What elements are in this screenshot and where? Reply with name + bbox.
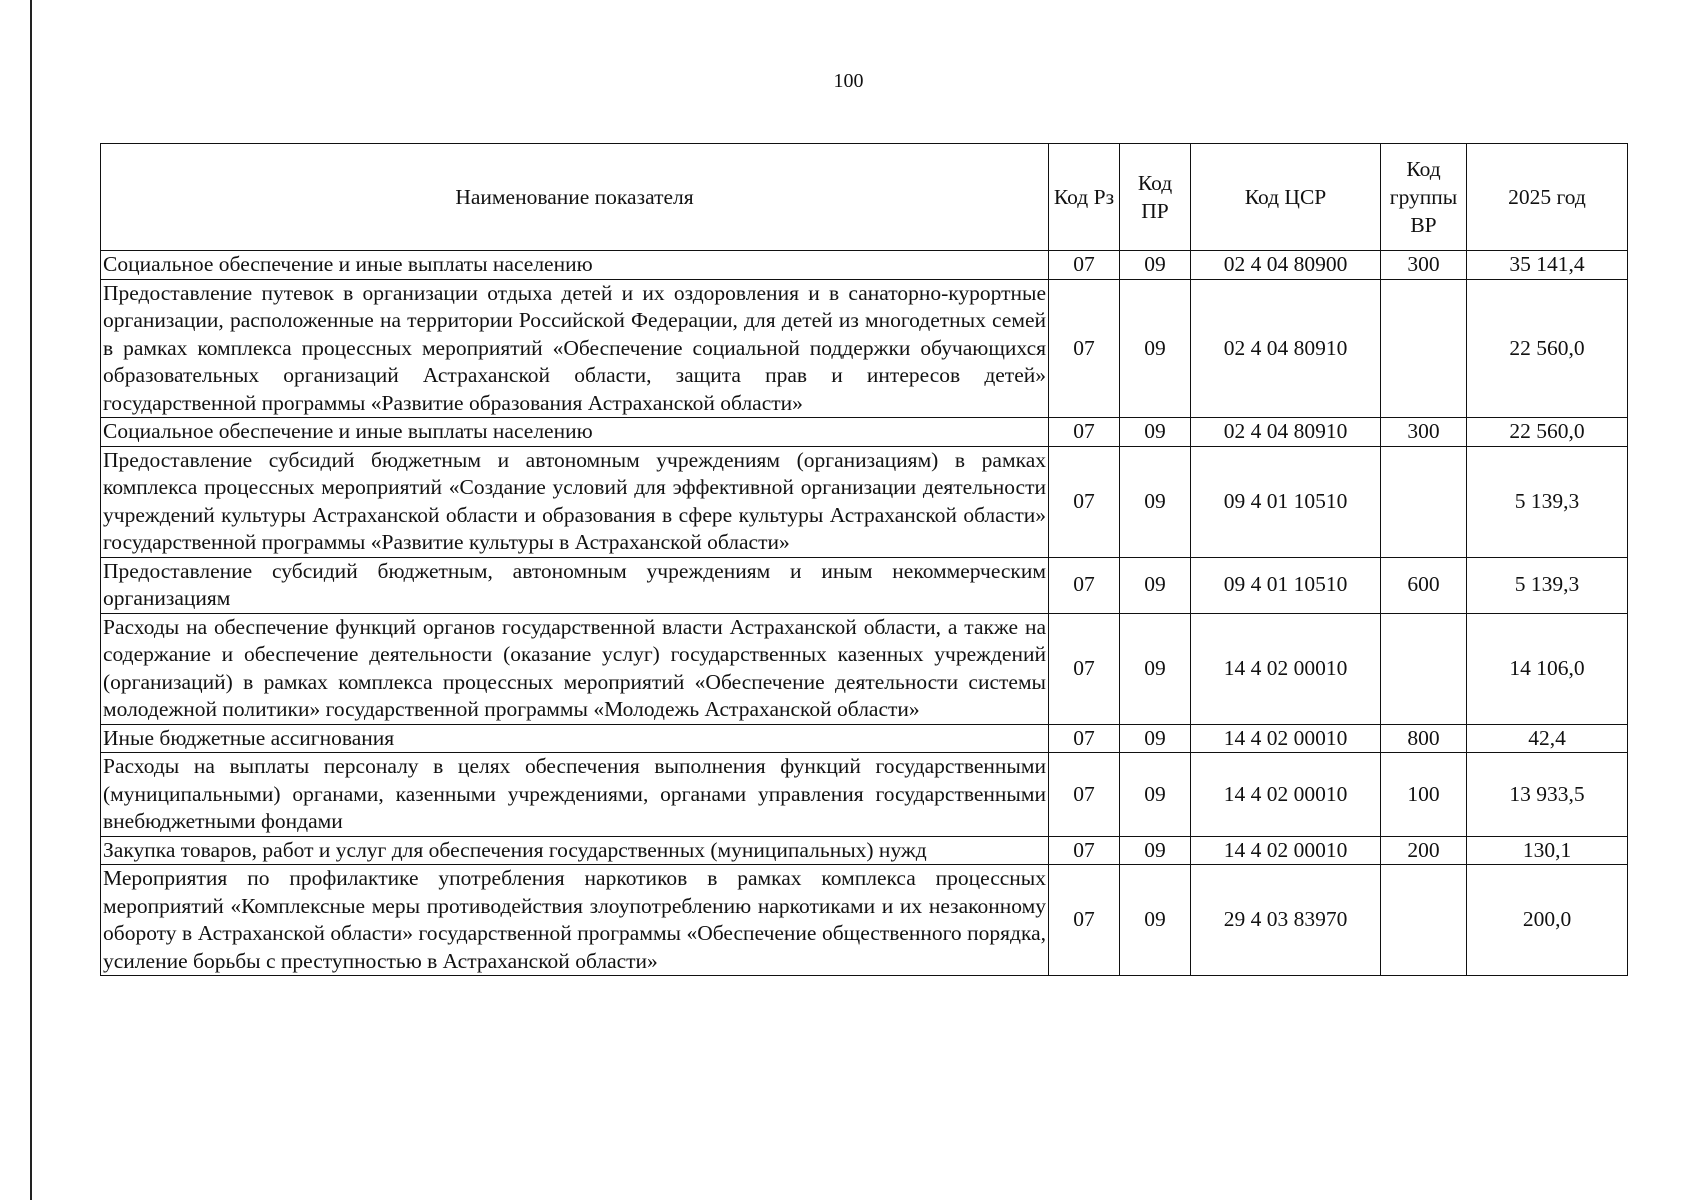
row-pr: 09 xyxy=(1120,557,1191,613)
row-rz: 07 xyxy=(1049,724,1120,753)
row-vr xyxy=(1381,446,1467,557)
row-vr xyxy=(1381,279,1467,418)
row-csr: 14 4 02 00010 xyxy=(1191,724,1381,753)
row-amount: 42,4 xyxy=(1467,724,1628,753)
row-name: Закупка товаров, работ и услуг для обеспечения государственных (муниципальных) нужд xyxy=(101,836,1049,865)
row-pr: 09 xyxy=(1120,446,1191,557)
page-number: 100 xyxy=(833,70,864,92)
row-name: Предоставление путевок в организации отдыха детей и их оздоровления и в санаторно-курортные организации, расположенные на территории Российской Федерации, для детей из многодетных семей в рамках комплекса процессных мероприятий «Обеспечение социальной поддержки обучающихся образовательных организаций Астраханской области, защита прав и интересов детей» государственной программы «Развитие образования Астраханской области» xyxy=(101,279,1049,418)
row-amount: 130,1 xyxy=(1467,836,1628,865)
header-pr: Код ПР xyxy=(1120,144,1191,251)
row-rz: 07 xyxy=(1049,865,1120,976)
row-pr: 09 xyxy=(1120,865,1191,976)
row-name: Предоставление субсидий бюджетным, автономным учреждениям и иным некоммерческим организациям xyxy=(101,557,1049,613)
row-rz: 07 xyxy=(1049,279,1120,418)
table-row xyxy=(101,418,1628,447)
row-vr: 300 xyxy=(1381,251,1467,280)
table-row xyxy=(101,279,1628,418)
row-rz: 07 xyxy=(1049,251,1120,280)
budget-table xyxy=(100,143,1628,976)
table-row xyxy=(101,446,1628,557)
row-rz: 07 xyxy=(1049,753,1120,837)
row-rz: 07 xyxy=(1049,836,1120,865)
row-pr: 09 xyxy=(1120,613,1191,724)
row-name: Социальное обеспечение и иные выплаты населению xyxy=(101,418,1049,447)
row-amount: 14 106,0 xyxy=(1467,613,1628,724)
row-csr: 02 4 04 80910 xyxy=(1191,279,1381,418)
row-vr: 200 xyxy=(1381,836,1467,865)
row-csr: 14 4 02 00010 xyxy=(1191,613,1381,724)
row-vr xyxy=(1381,865,1467,976)
table-row xyxy=(101,724,1628,753)
row-vr: 800 xyxy=(1381,724,1467,753)
row-vr xyxy=(1381,613,1467,724)
table-row xyxy=(101,251,1628,280)
row-csr: 14 4 02 00010 xyxy=(1191,836,1381,865)
row-vr: 300 xyxy=(1381,418,1467,447)
table-row xyxy=(101,613,1628,724)
row-amount: 22 560,0 xyxy=(1467,279,1628,418)
row-name: Предоставление субсидий бюджетным и автономным учреждениям (организациям) в рамках комплекса процессных мероприятий «Создание условий для эффективной организации деятельности учреждений культуры Астраханской области и образования в сфере культуры Астраханской области» государственной программы «Развитие культуры в Астраханской области» xyxy=(101,446,1049,557)
row-pr: 09 xyxy=(1120,753,1191,837)
row-csr: 09 4 01 10510 xyxy=(1191,446,1381,557)
row-amount: 5 139,3 xyxy=(1467,446,1628,557)
row-csr: 02 4 04 80910 xyxy=(1191,418,1381,447)
row-csr: 29 4 03 83970 xyxy=(1191,865,1381,976)
table-row xyxy=(101,836,1628,865)
row-rz: 07 xyxy=(1049,418,1120,447)
row-rz: 07 xyxy=(1049,557,1120,613)
row-pr: 09 xyxy=(1120,251,1191,280)
row-csr: 02 4 04 80900 xyxy=(1191,251,1381,280)
row-csr: 09 4 01 10510 xyxy=(1191,557,1381,613)
header-vr: Код группы ВР xyxy=(1381,144,1467,251)
row-pr: 09 xyxy=(1120,418,1191,447)
table-row xyxy=(101,753,1628,837)
row-pr: 09 xyxy=(1120,279,1191,418)
row-name: Расходы на выплаты персоналу в целях обеспечения выполнения функций государственными (муниципальными) органами, казенными учреждениями, органами управления государственными внебюджетными фондами xyxy=(101,753,1049,837)
row-amount: 5 139,3 xyxy=(1467,557,1628,613)
table-header-row xyxy=(101,144,1628,251)
header-csr: Код ЦСР xyxy=(1191,144,1381,251)
row-name: Иные бюджетные ассигнования xyxy=(101,724,1049,753)
header-rz: Код Рз xyxy=(1049,144,1120,251)
row-vr: 100 xyxy=(1381,753,1467,837)
header-year: 2025 год xyxy=(1467,144,1628,251)
row-name: Социальное обеспечение и иные выплаты населению xyxy=(101,251,1049,280)
table-row xyxy=(101,557,1628,613)
row-amount: 13 933,5 xyxy=(1467,753,1628,837)
row-csr: 14 4 02 00010 xyxy=(1191,753,1381,837)
row-pr: 09 xyxy=(1120,724,1191,753)
header-name: Наименование показателя xyxy=(101,144,1049,251)
scan-edge-line xyxy=(30,0,32,1200)
row-amount: 200,0 xyxy=(1467,865,1628,976)
row-name: Мероприятия по профилактике употребления наркотиков в рамках комплекса процессных мероприятий «Комплексные меры противодействия злоупотреблению наркотиками и их незаконному обороту в Астраханской области» государственной программы «Обеспечение общественного порядка, усиление борьбы с преступностью в Астраханской области» xyxy=(101,865,1049,976)
row-vr: 600 xyxy=(1381,557,1467,613)
row-amount: 35 141,4 xyxy=(1467,251,1628,280)
row-name: Расходы на обеспечение функций органов государственной власти Астраханской области, а также на содержание и обеспечение деятельности (оказание услуг) государственных казенных учреждений (организаций) в рамках комплекса процессных мероприятий «Обеспечение деятельности системы молодежной политики» государственной программы «Молодежь Астраханской области» xyxy=(101,613,1049,724)
table-row xyxy=(101,865,1628,976)
row-rz: 07 xyxy=(1049,613,1120,724)
row-rz: 07 xyxy=(1049,446,1120,557)
row-pr: 09 xyxy=(1120,836,1191,865)
row-amount: 22 560,0 xyxy=(1467,418,1628,447)
